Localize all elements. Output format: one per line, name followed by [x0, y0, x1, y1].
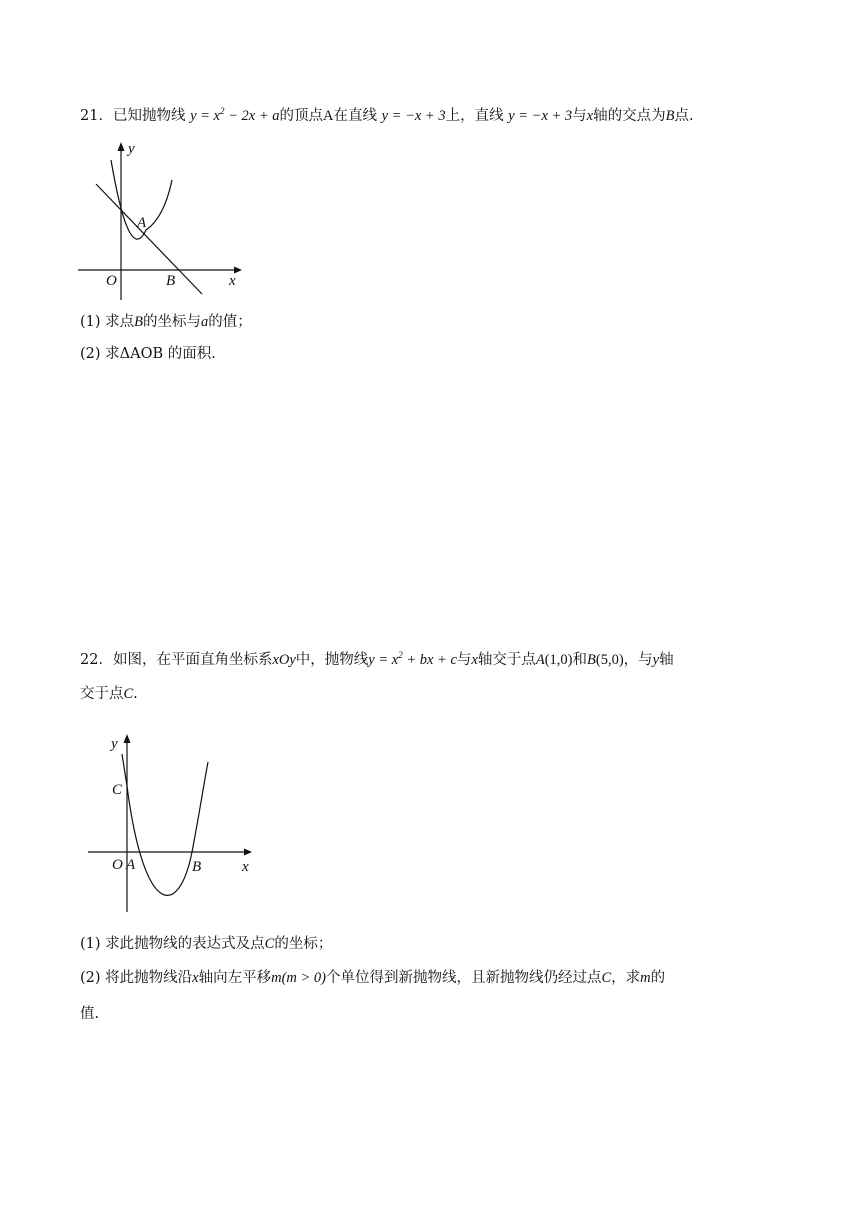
q21-figure — [74, 138, 250, 304]
q21-label-y: y — [128, 141, 135, 157]
q21-label-A: A — [137, 215, 147, 231]
q22-label-A: A — [126, 857, 136, 873]
q21-part2: (2) 求ΔAOB 的面积. — [80, 346, 216, 362]
q21-label-O: O — [106, 273, 117, 289]
q22-part2-end: 值. — [80, 1006, 100, 1022]
q21-y-arrow — [118, 142, 125, 151]
q22-label-B: B — [192, 859, 202, 875]
q21-label-B: B — [166, 273, 176, 289]
q22-y-arrow — [124, 734, 131, 743]
q21-line-eq: y = −x + 3 — [381, 108, 446, 124]
q22-label-y: y — [111, 736, 118, 752]
q22-number: 22． — [80, 652, 113, 668]
q21-line1: 21．已知抛物线 $y = x^2 - 2x + a$的顶点A在直线 y = −x + 3上，直线 y = −x + 3与x轴的交点为B点. — [80, 106, 694, 124]
q22-part1: (1) 求此抛物线的表达式及点C的坐标； — [80, 936, 333, 952]
q22-part2: (2) 将此抛物线沿x轴向左平移m(m > 0)个单位得到新抛物线，且新抛物线仍经过点C，求m的 — [80, 970, 666, 986]
q21-label-x: x — [229, 273, 236, 289]
q21-parabola-eq: $y = x^2 - 2x + a$ — [190, 106, 280, 124]
q22-parabola-left — [122, 754, 127, 786]
q22-label-x: x — [242, 859, 249, 875]
q22-x-arrow — [244, 849, 252, 856]
q21-number: 21． — [80, 108, 113, 124]
q22-label-C: C — [112, 782, 123, 798]
q22-line1: 22．如图，在平面直角坐标系xOy中，抛物线$y = x^2$ + bx + c与x轴交于点A(1,0)和B(5,0)，与y轴 — [80, 650, 674, 668]
q22-parabola — [127, 762, 208, 895]
q21-line-eq-2: y = −x + 3 — [508, 108, 573, 124]
q22-line2: 交于点C. — [80, 686, 138, 702]
q21-part1: (1) 求点B的坐标与a的值； — [80, 314, 252, 330]
q22-parabola-eq: $y = x^2$ + bx + c — [368, 650, 457, 668]
q22-label-O: O — [112, 857, 123, 873]
q22-figure — [84, 728, 262, 918]
